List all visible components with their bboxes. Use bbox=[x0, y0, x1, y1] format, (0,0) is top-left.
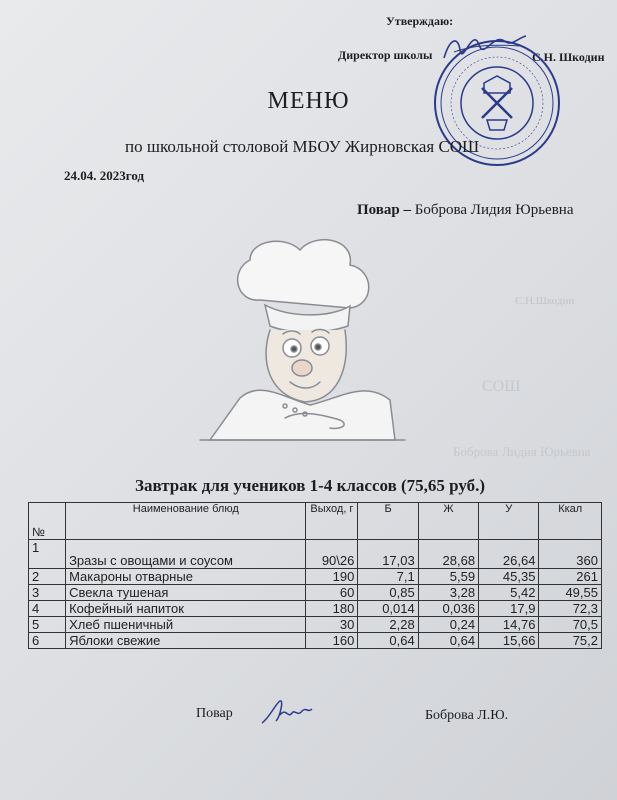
approval-label: Утверждаю: bbox=[386, 14, 454, 28]
column-header-number: № bbox=[29, 503, 66, 540]
row-number: 4 bbox=[29, 601, 66, 617]
dish-name: Свекла тушеная bbox=[66, 585, 306, 601]
dish-output: 90\26 bbox=[306, 540, 358, 569]
dish-kcal: 261 bbox=[539, 569, 602, 585]
column-header-carbs: У bbox=[479, 503, 539, 540]
dish-output: 30 bbox=[306, 617, 358, 633]
show-through-text: С.Н.Шкодин bbox=[515, 295, 575, 307]
table-row bbox=[29, 540, 602, 569]
footer-cook-name: Боброва Л.Ю. bbox=[425, 708, 509, 723]
column-header-fat: Ж bbox=[418, 503, 478, 540]
dish-kcal: 72,3 bbox=[539, 601, 602, 617]
table-row bbox=[29, 585, 602, 601]
dish-protein: 7,1 bbox=[358, 569, 418, 585]
dish-carbs: 26,64 bbox=[479, 540, 539, 569]
dish-protein: 2,28 bbox=[358, 617, 418, 633]
row-number: 2 bbox=[29, 569, 66, 585]
cook-signature-icon bbox=[258, 697, 314, 727]
menu-date: 24.04. 2023год bbox=[64, 168, 145, 183]
menu-title: МЕНЮ bbox=[267, 88, 350, 114]
cook-name: Боброва Лидия Юрьевна bbox=[414, 202, 574, 218]
dish-name: Кофейный напиток bbox=[66, 601, 306, 617]
dish-name: Макароны отварные bbox=[66, 569, 306, 585]
director-label: Директор школы bbox=[338, 48, 433, 62]
dish-kcal: 75,2 bbox=[539, 633, 602, 649]
dish-fat: 5,59 bbox=[418, 569, 478, 585]
column-header-protein: Б bbox=[358, 503, 418, 540]
column-header-dish: Наименование блюд bbox=[66, 503, 306, 540]
dish-protein: 0,014 bbox=[358, 601, 418, 617]
chef-illustration-icon bbox=[190, 230, 420, 450]
dish-carbs: 15,66 bbox=[479, 633, 539, 649]
show-through-text: Боброва Лидия Юрьевна bbox=[453, 444, 591, 459]
dish-protein: 0,64 bbox=[358, 633, 418, 649]
dish-carbs: 5,42 bbox=[479, 585, 539, 601]
show-through-text: СОШ bbox=[482, 378, 521, 395]
dish-protein: 17,03 bbox=[358, 540, 418, 569]
table-header-row bbox=[29, 503, 602, 540]
row-number: 3 bbox=[29, 585, 66, 601]
cook-label: Повар – bbox=[357, 202, 411, 218]
row-number: 6 bbox=[29, 633, 66, 649]
table-row bbox=[29, 617, 602, 633]
dish-fat: 0,24 bbox=[418, 617, 478, 633]
dish-output: 190 bbox=[306, 569, 358, 585]
column-header-output: Выход, г bbox=[306, 503, 358, 540]
dish-output: 60 bbox=[306, 585, 358, 601]
dish-output: 160 bbox=[306, 633, 358, 649]
table-row bbox=[29, 601, 602, 617]
dish-carbs: 45,35 bbox=[479, 569, 539, 585]
dish-fat: 28,68 bbox=[418, 540, 478, 569]
director-name: С.Н. Шкодин bbox=[532, 50, 605, 64]
footer-cook-label: Повар bbox=[196, 706, 233, 721]
dish-kcal: 360 bbox=[539, 540, 602, 569]
dish-name: Хлеб пшеничный bbox=[66, 617, 306, 633]
row-number: 5 bbox=[29, 617, 66, 633]
dish-kcal: 70,5 bbox=[539, 617, 602, 633]
menu-subtitle: по школьной столовой МБОУ Жирновская СОШ bbox=[125, 137, 480, 156]
table-row bbox=[29, 633, 602, 649]
table-row bbox=[29, 569, 602, 585]
dish-fat: 0,036 bbox=[418, 601, 478, 617]
row-number: 1 bbox=[29, 540, 66, 569]
dish-name: Яблоки свежие bbox=[66, 633, 306, 649]
cook-line bbox=[357, 202, 573, 219]
dish-fat: 0,64 bbox=[418, 633, 478, 649]
dish-output: 180 bbox=[306, 601, 358, 617]
column-header-kcal: Ккал bbox=[539, 503, 602, 540]
dish-protein: 0,85 bbox=[358, 585, 418, 601]
dish-carbs: 14,76 bbox=[479, 617, 539, 633]
dish-carbs: 17,9 bbox=[479, 601, 539, 617]
dish-kcal: 49,55 bbox=[539, 585, 602, 601]
breakfast-title: Завтрак для учеников 1-4 классов (75,65 руб.) bbox=[135, 476, 486, 495]
dish-name: Зразы с овощами и соусом bbox=[66, 540, 306, 569]
dish-fat: 3,28 bbox=[418, 585, 478, 601]
menu-table bbox=[28, 502, 602, 649]
